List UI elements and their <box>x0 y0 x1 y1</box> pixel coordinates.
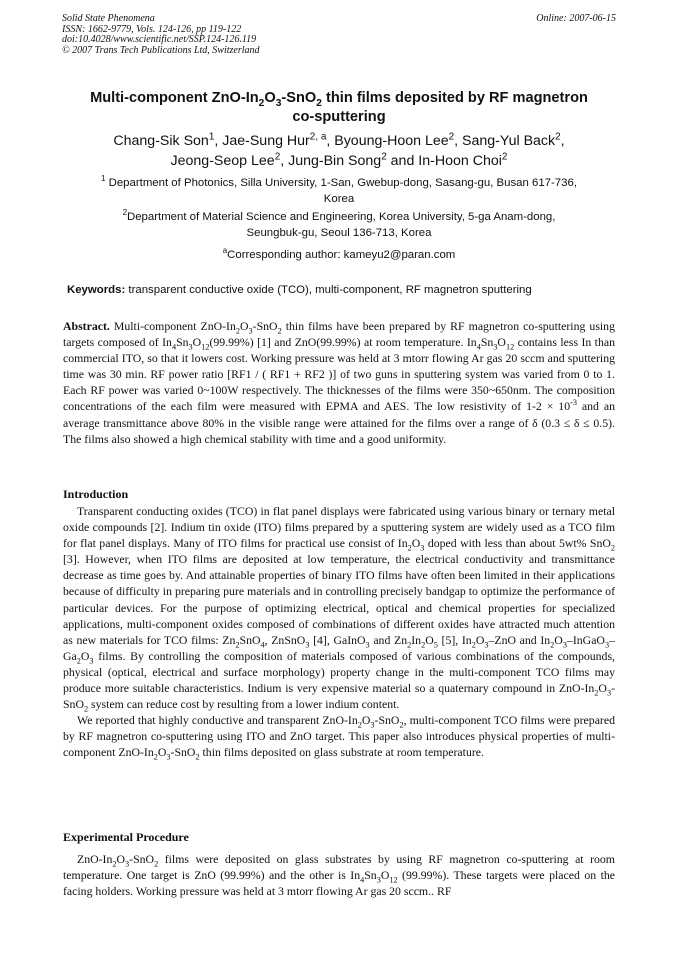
title-line-2: co-sputtering <box>292 109 386 125</box>
author: Jae-Sung Hur <box>222 133 310 149</box>
author: Sang-Yul Back <box>462 133 556 149</box>
author: In-Hoon Choi <box>418 153 502 169</box>
author: Jung-Bin Song <box>288 153 382 169</box>
keywords: Keywords: transparent conductive oxide (TCO), multi-component, RF magnetron sputtering <box>67 284 532 296</box>
doi: doi:10.4028/www.scientific.net/SSP.124-126.119 <box>62 34 257 45</box>
abstract: Abstract. Multi-component ZnO-$In_2O_3-SnO_2$ thin films have been prepared by RF magnetron co-sputtering using targets composed of $In_4Sn_3O_{12}(99.99\%)$ [1] and ZnO(99.99%) at room temperature. $In_4Sn_3O_{12}$ contains less In than commercial ITO, so that it lowers cost. Working pressure was held at 3 mtorr flowing Ar gas 20 sccm and sputtering time was 30 min. RF power ratio [RF1 / ( RF1 + RF2 )] of two guns in sputtering system was varied from 0 to 1. Each RF power was varied 0~100W respectively. The thicknesses of the films were 350~650nm. The composition concentrations of the each film were measured with EPMA and AES. The low resistivity of $1-2 \times 10^{-3}$ and an average transmittance above 80% in the visible range were attained for the films over a range of δ (0.3 ≤ δ ≤ 0.5). The films also showed a high chemical stability with time and a good uniformity. <box>63 319 615 446</box>
introduction-text: Transparent conducting oxides (TCO) in flat panel displays were fabricated using various binary or ternary metal oxide compounds [2]. Indium tin oxide (ITO) films prepared by a sputtering system are widely used as a TCO film for flat panel displays. Many of ITO films for practical use consist of $In_2O_3$ doped with less than about 5wt% SnO$_2$ [3]. However, when ITO films are deposited at low temperature, the electrical conductivity and transmittance decrease as time goes by. And attainable properties of binary ITO films have often been limited in their applications because of difficulty in preparing pure materials and in controlling precisely bandgap to optimize the performance of particular devices. For the purpose of optimizing electrical, optical and chemical properties for specialized applications, multi-component oxides composed of combinations of different oxides have attracted much attention as new materials for TCO films: $Zn_2SnO_4$, ZnSnO$_3$ [4], GaInO$_3$ and $Zn_2In_2O_5$ [5], $In_2O_3$–ZnO and $In_2O_3-InGaO_3-Ga_2O_3$ films. By controlling the composition of materials composed of various combinations of the compounds, physical (optical, electrical and surface morphology) property change in the multi-component TCO films may produce more suitable characteristics. Indium is very expensive material so a quaternary compound in ZnO-$In_2O_3-SnO_2$ system can reduce cost by resulting from a lower indium content. We reported that highly conductive and transparent ZnO-$In_2O_3-SnO_2$, multi-component TCO films were prepared by RF magnetron co-sputtering using ITO and ZnO target. This paper also introduces physical properties of multi-component ZnO-$In_2O_3-SnO_2$ thin films deposited on glass substrate at room temperature. <box>63 504 615 762</box>
journal-name: Solid State Phenomena <box>62 13 155 24</box>
experimental-text: ZnO-$In_2O_3-SnO_2$ films were deposited on glass substrates by using RF magnetron co-sputtering at room temperature. One target is ZnO (99.99%) and the other is $In_4Sn_3O_{12}$ (99.99%). These targets were placed on the facing holders. Working pressure was held at 3 mtorr flowing Ar gas 20 sccm.. RF <box>63 852 615 899</box>
author-list: Chang-Sik Son$^1$, Jae-Sung Hur$^{2, a}$, Byoung-Hoon Lee$^2$, Sang-Yul Back$^2$, Jeong-Seop Lee$^2$, Jung-Bin Song$^2$ and In-Hoon Choi$^2$ <box>113 131 565 169</box>
title-line-1: Multi-component ZnO-$In_2O_3-SnO_2$ thin films deposited by RF magnetron <box>90 90 588 109</box>
abstract-label: Abstract. <box>63 319 110 333</box>
author: Jeong-Seop Lee <box>170 153 275 169</box>
copyright: © 2007 Trans Tech Publications Ltd, Switzerland <box>62 44 260 56</box>
author: Byoung-Hoon Lee <box>334 133 449 149</box>
journal-header <box>62 14 616 56</box>
paper-title <box>40 89 638 127</box>
issn: ISSN: 1662-9779, Vols. 124-126, pp 119-122 <box>62 23 242 35</box>
section-heading-experimental: Experimental Procedure <box>63 830 189 844</box>
corresponding-author: $^a$Corresponding author: kameyu2@paran.com <box>222 246 456 261</box>
author: Chang-Sik Son <box>113 133 209 149</box>
affiliation-1: $^1$ Department of Photonics, Silla University, 1-San, Gwebup-dong, Sasang-gu, Busan 617-736, Korea <box>101 174 577 205</box>
online-date: Online: 2007-06-15 <box>536 13 616 24</box>
section-heading-introduction: Introduction <box>63 487 129 501</box>
affiliation-2: $^2$Department of Material Science and Engineering, Korea University, 5-ga Anam-dong, Seungbuk-gu, Seoul 136-713, Korea <box>122 208 556 239</box>
